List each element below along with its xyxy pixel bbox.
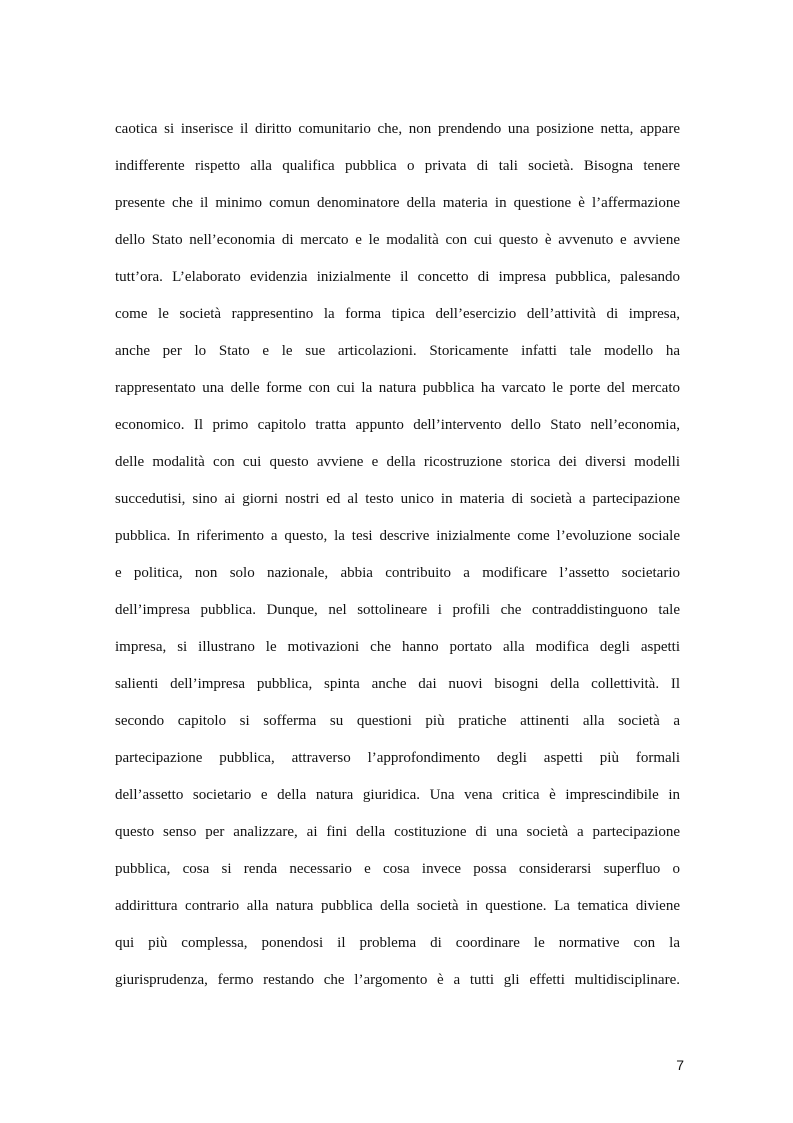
text-line: succedutisi, sino ai giorni nostri ed al testo unico in materia di società a partecipazione [115, 491, 680, 507]
text-line: pubblica, cosa si renda necessario e cosa invece possa considerarsi superfluo o [115, 861, 680, 877]
text-line: economico. Il primo capitolo tratta appunto dell’intervento dello Stato nell’economia, [115, 417, 680, 433]
text-line: delle modalità con cui questo avviene e della ricostruzione storica dei diversi modelli [115, 454, 680, 470]
text-line: anche per lo Stato e le sue articolazioni. Storicamente infatti tale modello ha [115, 343, 680, 359]
text-line: impresa, si illustrano le motivazioni che hanno portato alla modifica degli aspetti [115, 639, 680, 655]
text-line: presente che il minimo comun denominatore della materia in questione è l’affermazione [115, 195, 680, 211]
text-line: addirittura contrario alla natura pubblica della società in questione. La tematica diviene [115, 898, 680, 914]
text-line: giurisprudenza, fermo restando che l’argomento è a tutti gli effetti multidisciplinare. [115, 972, 680, 988]
text-line: caotica si inserisce il diritto comunitario che, non prendendo una posizione netta, appare [115, 121, 680, 137]
text-line: qui più complessa, ponendosi il problema di coordinare le normative con la [115, 935, 680, 951]
text-line: tutt’ora. L’elaborato evidenzia inizialmente il concetto di impresa pubblica, palesando [115, 269, 680, 285]
text-line: partecipazione pubblica, attraverso l’approfondimento degli aspetti più formali [115, 750, 680, 766]
body-paragraph [115, 111, 680, 999]
text-line: pubblica. In riferimento a questo, la tesi descrive inizialmente come l’evoluzione sociale [115, 528, 680, 544]
text-line: salienti dell’impresa pubblica, spinta anche dai nuovi bisogni della collettività. Il [115, 676, 680, 692]
text-line: come le società rappresentino la forma tipica dell’esercizio dell’attività di impresa, [115, 306, 680, 322]
text-line: questo senso per analizzare, ai fini della costituzione di una società a partecipazione [115, 824, 680, 840]
text-line: e politica, non solo nazionale, abbia contribuito a modificare l’assetto societario [115, 565, 680, 581]
text-line: dell’impresa pubblica. Dunque, nel sottolineare i profili che contraddistinguono tale [115, 602, 680, 618]
text-line: dell’assetto societario e della natura giuridica. Una vena critica è imprescindibile in [115, 787, 680, 803]
text-line: dello Stato nell’economia di mercato e le modalità con cui questo è avvenuto e avviene [115, 232, 680, 248]
text-line: indifferente rispetto alla qualifica pubblica o privata di tali società. Bisogna tenere [115, 158, 680, 174]
page-number: 7 [676, 1057, 684, 1073]
text-line: secondo capitolo si sofferma su questioni più pratiche attinenti alla società a [115, 713, 680, 729]
text-line: rappresentato una delle forme con cui la natura pubblica ha varcato le porte del mercato [115, 380, 680, 396]
